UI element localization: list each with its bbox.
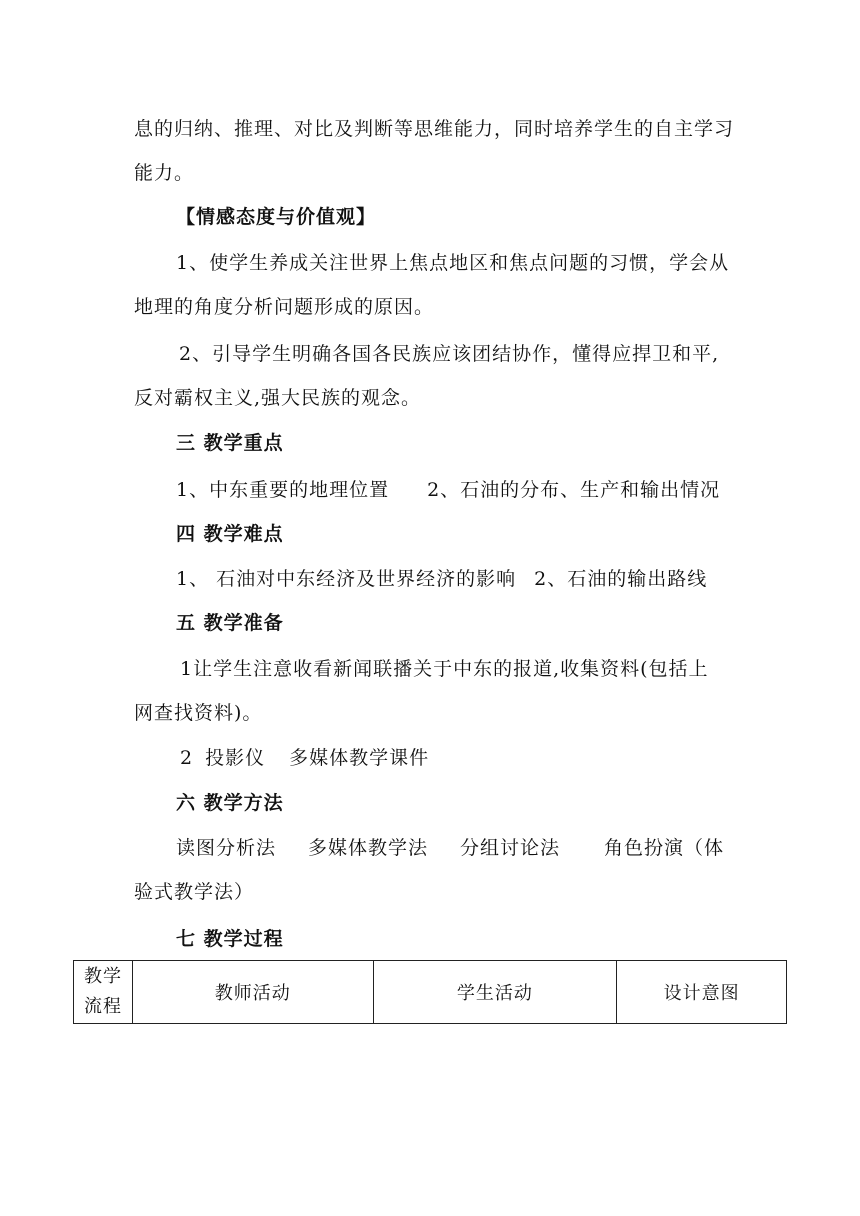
preparation-projector: 投影仪 — [205, 747, 266, 769]
methods-list — [176, 836, 724, 860]
ability-continuation-line-1: 息的归纳、推理、对比及判断等思维能力，同时培养学生的自主学习 — [134, 118, 735, 140]
method-group-discussion: 分组讨论法 — [460, 837, 561, 859]
preparation-item-2-number: 2 — [180, 747, 194, 769]
method-multimedia: 多媒体教学法 — [308, 837, 429, 859]
table-header-row — [74, 961, 787, 1024]
difficulties-items — [176, 567, 707, 591]
attitude-heading: 【情感态度与价值观】 — [176, 206, 377, 228]
difficulties-heading: 四 教学难点 — [176, 523, 284, 545]
method-map-reading: 读图分析法 — [176, 837, 277, 859]
methods-list-continuation: 验式教学法） — [134, 881, 255, 903]
attitude-item-2-line-1: 2、引导学生明确各国各民族应该团结协作，懂得应捍卫和平, — [179, 343, 720, 365]
difficulty-2: 2、石油的输出路线 — [534, 568, 708, 590]
table-header-teacher-activity: 教师活动 — [132, 961, 373, 1024]
preparation-heading: 五 教学准备 — [176, 612, 284, 634]
key-point-1: 1、中东重要的地理位置 — [176, 479, 390, 501]
preparation-item-1-line-2: 网查找资料)。 — [134, 702, 263, 724]
attitude-item-1-line-1: 1、使学生养成关注世界上焦点地区和焦点问题的习惯，学会从 — [176, 252, 730, 274]
attitude-item-2-line-2: 反对霸权主义,强大民族的观念。 — [134, 387, 422, 409]
teaching-process-table — [73, 960, 787, 1024]
key-point-2: 2、石油的分布、生产和输出情况 — [427, 479, 721, 501]
methods-heading: 六 教学方法 — [176, 792, 284, 814]
table-header-student-activity: 学生活动 — [373, 961, 617, 1024]
method-role-play: 角色扮演（体 — [604, 837, 725, 859]
preparation-item-1-line-1: 1让学生注意收看新闻联播关于中东的报道,收集资料(包括上 — [180, 658, 709, 680]
table-header-flow-line-2: 流程 — [83, 996, 122, 1017]
table-header-flow-line-1: 教学 — [83, 966, 122, 987]
key-points-heading: 三 教学重点 — [176, 432, 284, 454]
preparation-item-2 — [180, 746, 429, 770]
attitude-item-1-line-2: 地理的角度分析问题形成的原因。 — [134, 296, 435, 318]
key-points-items — [176, 478, 720, 502]
table-header-design-intent: 设计意图 — [617, 961, 787, 1024]
preparation-courseware: 多媒体教学课件 — [289, 747, 430, 769]
process-heading: 七 教学过程 — [176, 928, 284, 950]
table-header-flow — [74, 961, 133, 1024]
ability-continuation-line-2: 能力。 — [134, 162, 195, 184]
difficulty-1: 1、 石油对中东经济及世界经济的影响 — [176, 568, 517, 590]
